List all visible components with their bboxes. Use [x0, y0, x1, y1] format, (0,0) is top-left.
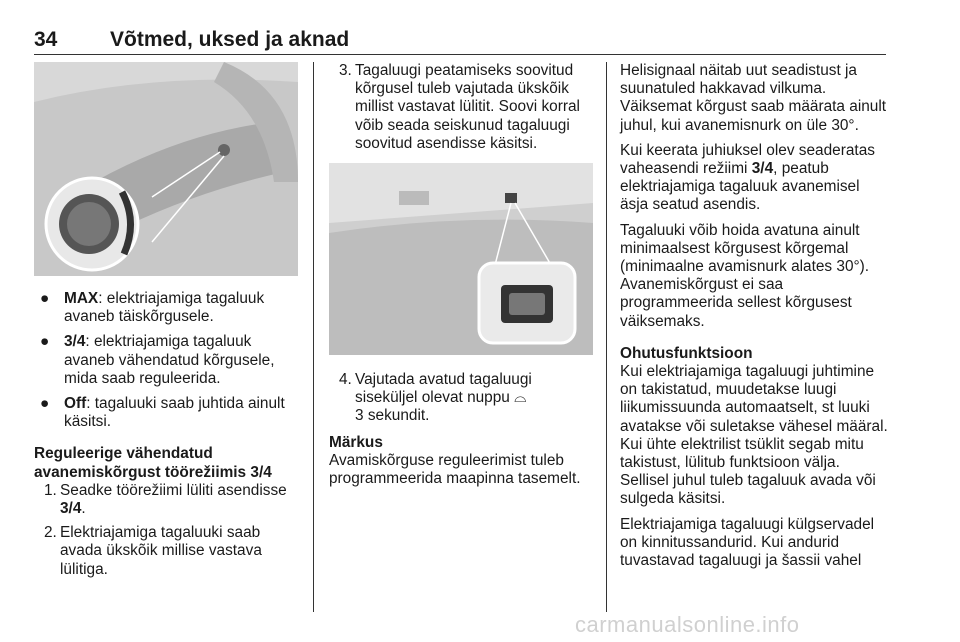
list-item: 2. Elektriajamiga tagaluuki saab avada ükskõik millise vastava lülitiga.: [44, 524, 262, 578]
page-title: Võtmed, uksed ja aknad: [110, 28, 350, 51]
note-heading: Märkus: [329, 433, 383, 451]
section-heading: Reguleerige vähendatud avanemiskõrgust töörežiimis 3/4: [34, 445, 272, 481]
column-divider: [606, 62, 607, 612]
section-heading: Ohutusfunktsioon: [620, 344, 753, 362]
bullet-icon: ●: [40, 333, 50, 351]
tailgate-icon: ⌓: [514, 389, 527, 407]
column-left: [34, 62, 298, 585]
page-header: [34, 28, 886, 55]
page-number: 34: [34, 28, 58, 51]
column-divider: [313, 62, 314, 612]
watermark: carmanualsonline.info: [575, 612, 800, 637]
list-item: ● MAX: elektriajamiga tagaluuk avaneb täiskõrgusele.: [40, 290, 265, 326]
paragraph: Elektriajamiga tagaluugi külgservadel on kinnitussandurid. Kui andurid tuvastavad tagaluugi ja šassii vahel: [620, 515, 875, 570]
column-right: [620, 62, 888, 577]
list-item: ● Off: tagaluuki saab juhtida ainult käsitsi.: [40, 395, 285, 431]
paragraph: Helisignaal näitab uut seadistust ja suunatuled hakkavad vilkuma. Väiksemat kõrgust saab määrata ainult juhul, kui avanemisnurk on üle 30°.: [620, 62, 887, 134]
note-text: Avamiskõrguse reguleerimist tuleb programmeerida maapinna tasemelt.: [329, 451, 581, 488]
list-item: 1. Seadke töörežiimi lüliti asendisse 3/4.: [44, 481, 287, 518]
door-switch-illustration: [34, 62, 298, 276]
bullet-icon: ●: [40, 290, 50, 307]
tailgate-button-illustration: [329, 163, 593, 355]
list-item: ● 3/4: elektriajamiga tagaluuk avaneb vähendatud kõrgusele, mida saab reguleerida.: [40, 333, 275, 387]
list-item: 3. Tagaluugi peatamiseks soovitud kõrgusel tuleb vajutada ükskõik millist vastavat lülitit. Soovi korral võib seada seiskunud tagaluugi soovitud asendisse käsitsi.: [339, 62, 580, 152]
paragraph: Kui elektriajamiga tagaluugi juhtimine on takistatud, muudetakse luugi liikumissuunda automaatselt, st luuki avatakse või suletakse vähesel määral. Kui ühte elektrilist tsüklit segab mitu takistust, lülitub funktsioon välja. Sellisel juhul tuleb tagaluuk avada või sulgeda käsitsi.: [620, 363, 888, 508]
paragraph: Tagaluuki võib hoida avatuna ainult minimaalsest kõrgusest kõrgemal (minimaalne avamisnurk alates 30°). Avanemiskõrgust ei saa programmeerida sellest kõrgusest väiksemaks.: [620, 221, 870, 330]
paragraph: Kui keerata juhiuksel olev seaderatas vaheasendi režiimi 3/4, peatub elektriajamiga tagaluuk avanemisel äsja seatud asendis.: [620, 141, 875, 214]
bullet-icon: ●: [40, 395, 50, 413]
column-middle: [329, 62, 593, 488]
list-item: 4. Vajutada avatud tagaluugi siseküljel olevat nuppu ⌓ 3 sekundit.: [339, 371, 532, 425]
